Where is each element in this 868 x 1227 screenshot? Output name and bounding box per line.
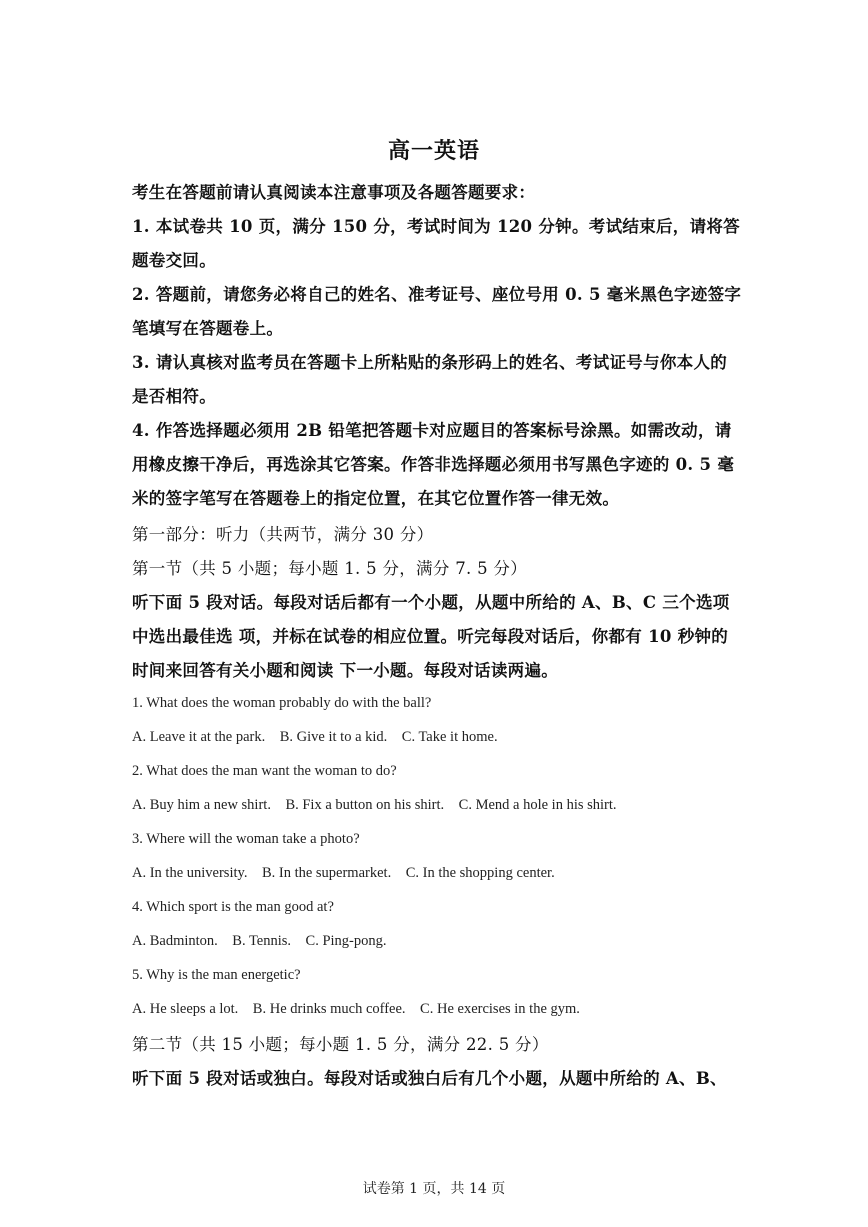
- part1-heading: 第一部分：听力（共两节，满分 30 分）: [132, 525, 434, 544]
- section2-instructions: 听下面 5 段对话或独白。每段对话或独白后有几个小题，从题中所给的 A、B、: [132, 1069, 727, 1088]
- section2-heading: 第二节（共 15 小题；每小题 1. 5 分，满分 22. 5 分）: [132, 1035, 549, 1054]
- question-2: 2. What does the man want the woman to do?: [132, 763, 397, 779]
- question-2-options: A. Buy him a new shirt. B. Fix a button on his shirt. C. Mend a hole in his shirt.: [132, 797, 617, 813]
- section1-heading: 第一节（共 5 小题；每小题 1. 5 分，满分 7. 5 分）: [132, 559, 528, 578]
- section1-instructions: 听下面 5 段对话。每段对话后都有一个小题，从题中所给的 A、B、C 三个选项中选出最佳选 项，并标在试卷的相应位置。听完每段对话后，你都有 10 秒钟的时间来回答有关小题和阅读 下一小题。每段对话读两遍。: [132, 593, 730, 680]
- question-5: 5. Why is the man energetic?: [132, 967, 301, 983]
- note-2: 2. 答题前，请您务必将自己的姓名、准考证号、座位号用 0. 5 毫米黑色字迹签字笔填写在答题卷上。: [132, 285, 742, 338]
- question-1-options: A. Leave it at the park. B. Give it to a kid. C. Take it home.: [132, 729, 498, 745]
- question-4: 4. Which sport is the man good at?: [132, 899, 334, 915]
- page-footer: 试卷第 1 页，共 14 页: [362, 1181, 506, 1197]
- question-5-options: A. He sleeps a lot. B. He drinks much coffee. C. He exercises in the gym.: [132, 1001, 580, 1017]
- intro-text: 考生在答题前请认真阅读本注意事项及各题答题要求：: [132, 183, 536, 202]
- question-3: 3. Where will the woman take a photo?: [132, 831, 360, 847]
- page-title: 高一英语: [387, 138, 480, 164]
- question-1: 1. What does the woman probably do with the ball?: [132, 695, 432, 711]
- question-3-options: A. In the university. B. In the supermarket. C. In the shopping center.: [132, 865, 555, 881]
- note-1: 1. 本试卷共 10 页，满分 150 分，考试时间为 120 分钟。考试结束后，请将答题卷交回。: [132, 217, 740, 270]
- note-3: 3. 请认真核对监考员在答题卡上所粘贴的条形码上的姓名、考试证号与你本人的是否相符。: [132, 353, 728, 406]
- note-4: 4. 作答选择题必须用 2B 铅笔把答题卡对应题目的答案标号涂黑。如需改动，请用橡皮擦干净后，再选涂其它答案。作答非选择题必须用书写黑色字迹的 0. 5 毫米的签字笔写在答题卷上的指定位置，在其它位置作答一律无效。: [132, 421, 735, 508]
- question-4-options: A. Badminton. B. Tennis. C. Ping-pong.: [132, 933, 387, 949]
